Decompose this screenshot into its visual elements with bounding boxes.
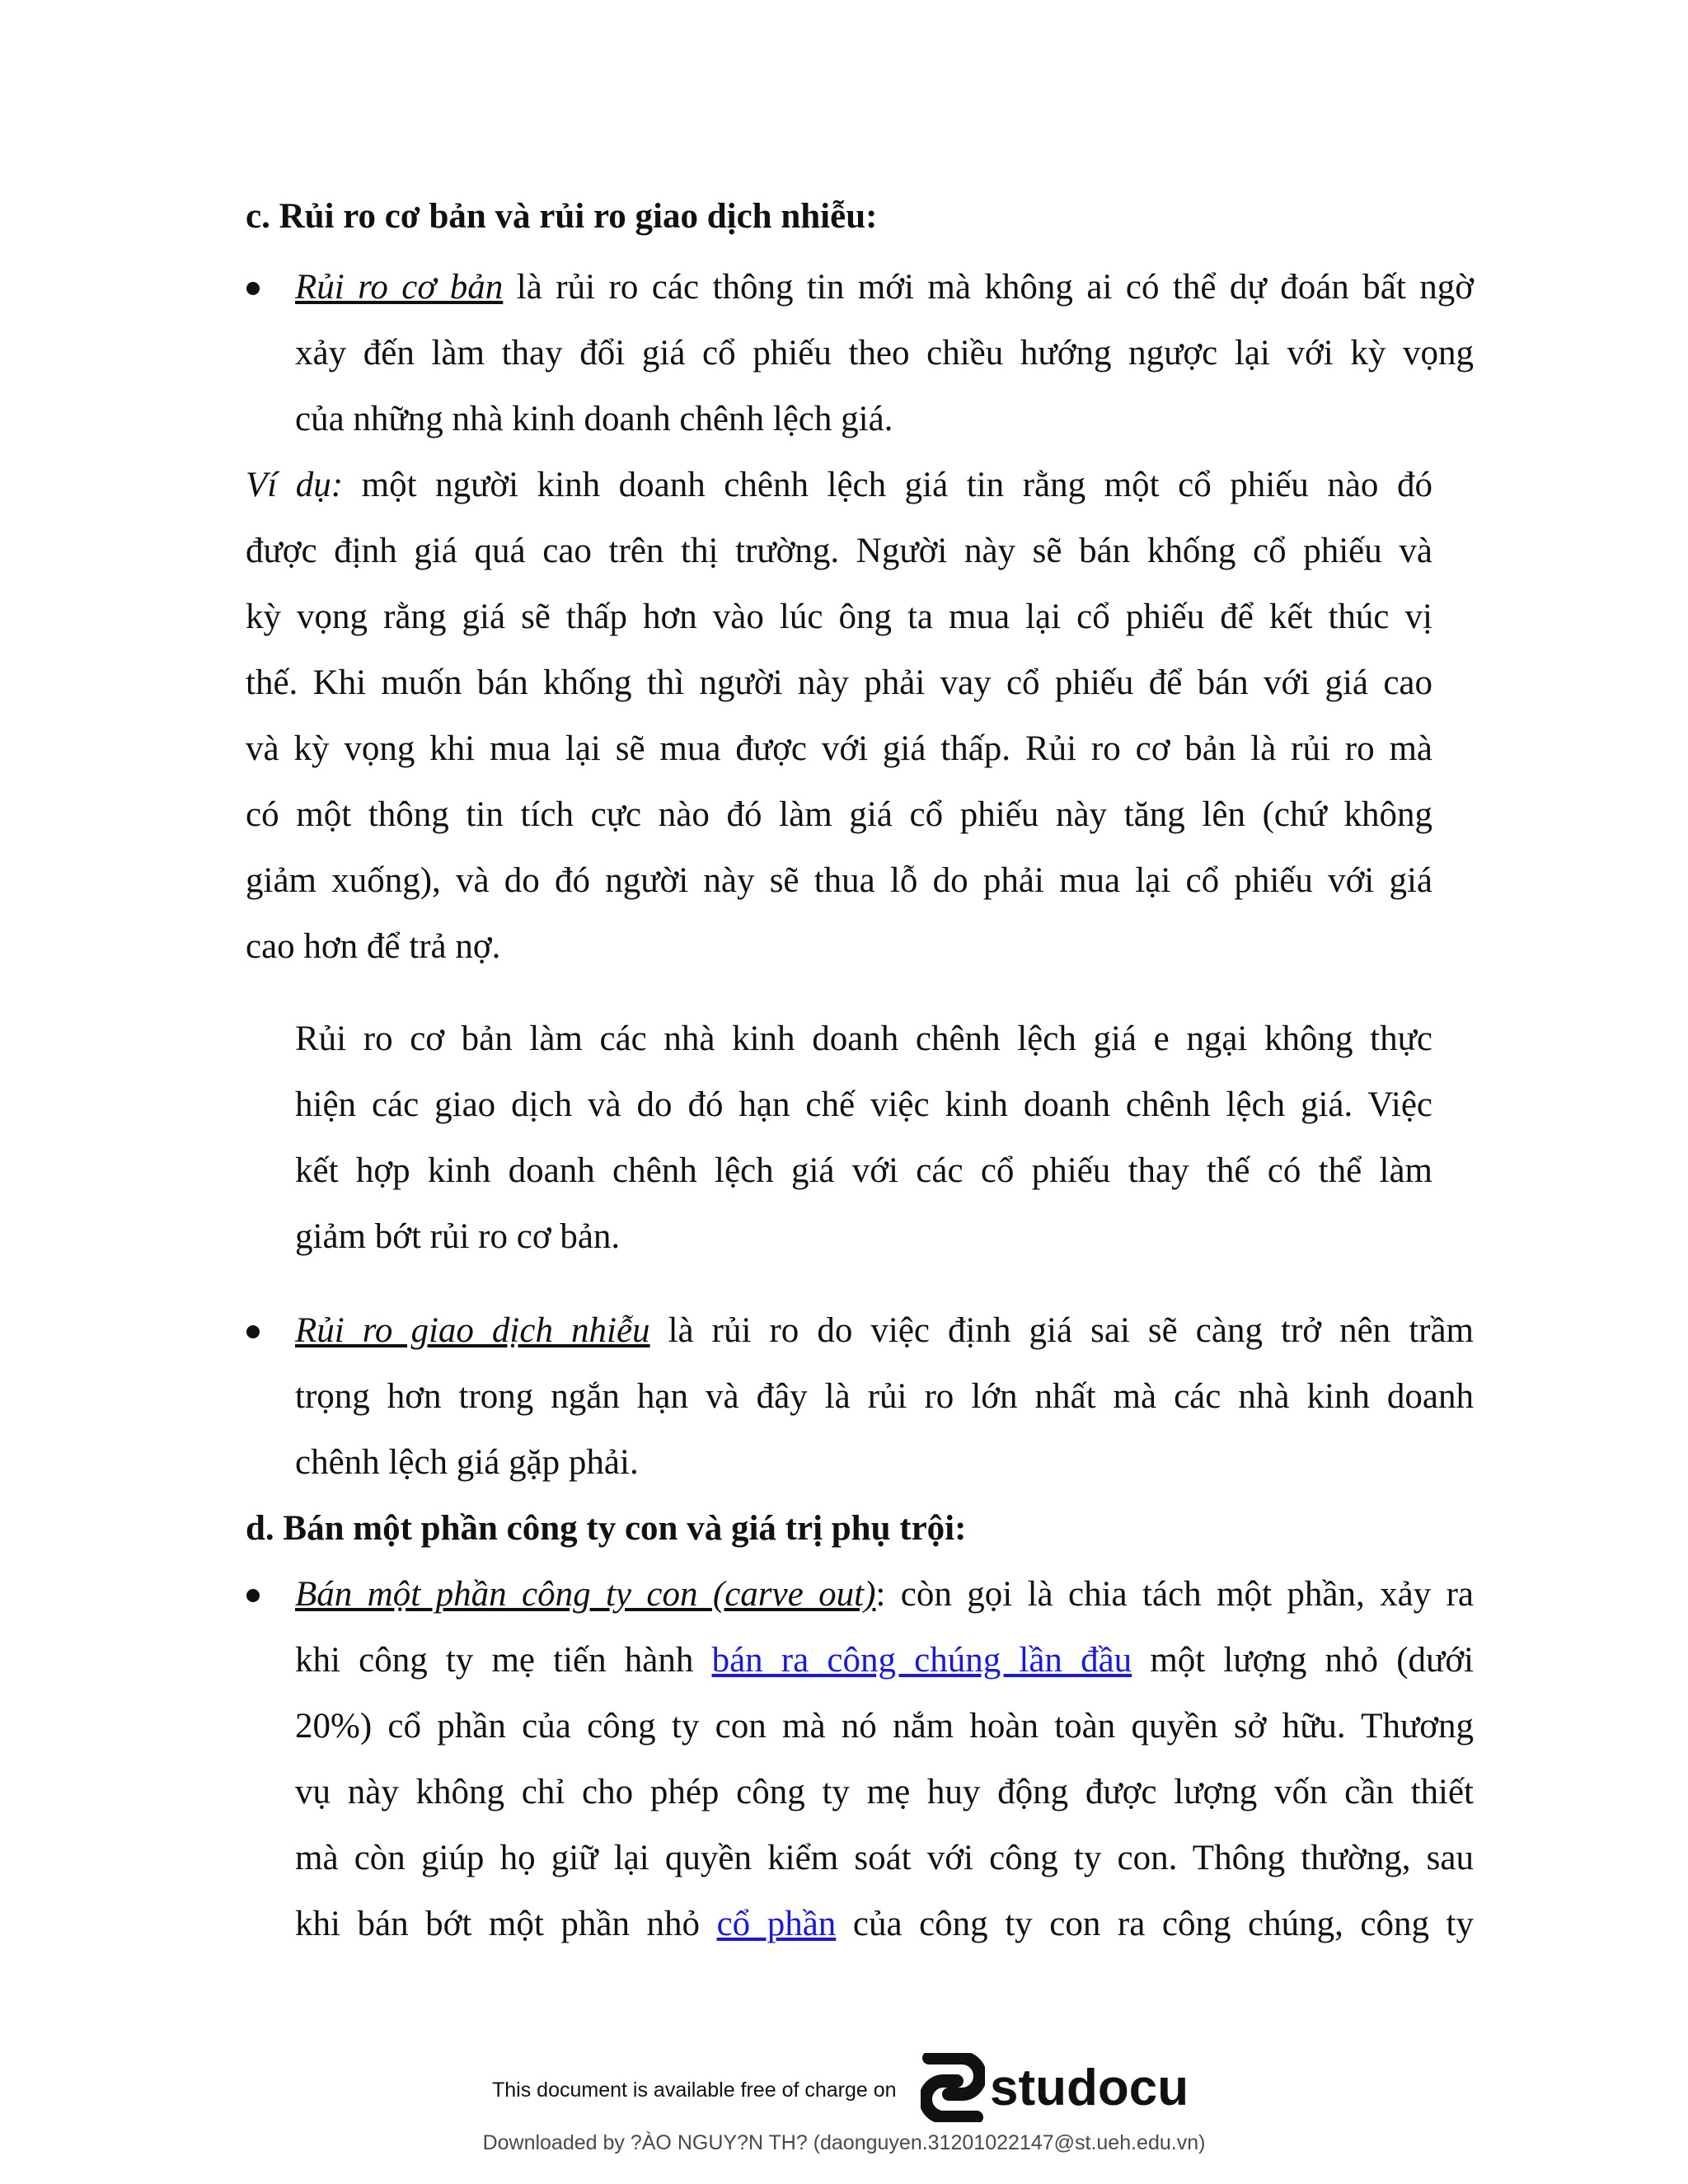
para2-line-3: kết hợp kinh doanh chênh lệch giá với các cổ phiếu thay thế có thể làm — [295, 1151, 1432, 1190]
bullet-carve-out-line-5: mà còn giúp họ giữ lại quyền kiểm soát với công ty con. Thông thường, sau — [295, 1839, 1474, 1877]
bullet-icon — [246, 1325, 260, 1338]
section-heading-c: c. Rủi ro cơ bản và rủi ro giao dịch nhiễu: — [246, 197, 878, 236]
studocu-logo-icon — [921, 2053, 985, 2122]
section-heading-d: d. Bán một phần công ty con và giá trị phụ trội: — [246, 1509, 967, 1548]
example-line-4: thế. Khi muốn bán khống thì người này phải vay cổ phiếu để bán với giá cao — [246, 663, 1432, 702]
bullet-carve-out-line-1 — [295, 1570, 1474, 1619]
studocu-logo[interactable] — [921, 2050, 1189, 2125]
example-label: Ví dụ: — [246, 466, 344, 504]
text-span: là rủi ro do việc định giá sai sẽ càng trở nên trầm — [649, 1311, 1474, 1350]
example-line-1 — [246, 461, 1432, 510]
bullet-carve-out-line-4: vụ này không chỉ cho phép công ty mẹ huy động được lượng vốn cần thiết — [295, 1773, 1474, 1811]
text-span: một người kinh doanh chênh lệch giá tin rằng một cổ phiếu nào đó — [343, 466, 1432, 504]
example-line-6: có một thông tin tích cực nào đó làm giá cổ phiếu này tăng lên (chứ không — [246, 795, 1432, 834]
example-line-5: và kỳ vọng khi mua lại sẽ mua được với giá thấp. Rủi ro cơ bản là rủi ro mà — [246, 729, 1432, 768]
bullet-carve-out-line-6 — [295, 1900, 1474, 1949]
bullet-basic-risk-line-3: của những nhà kinh doanh chênh lệch giá. — [295, 400, 893, 438]
bullet-basic-risk-line-1 — [295, 263, 1474, 312]
ipo-link[interactable]: bán ra công chúng lần đầu — [711, 1641, 1132, 1680]
text-span: của công ty con ra công chúng, công ty — [836, 1905, 1474, 1943]
example-line-2: được định giá quá cao trên thị trường. Người này sẽ bán khống cổ phiếu và — [246, 532, 1432, 570]
bullet-noise-risk-line-3: chênh lệch giá gặp phải. — [295, 1443, 639, 1482]
shares-link[interactable]: cổ phần — [716, 1905, 837, 1943]
text-span: là rủi ro các thông tin mới mà không ai có thể dự đoán bất ngờ — [503, 268, 1474, 307]
example-line-7: giảm xuống), và do đó người này sẽ thua lỗ do phải mua lại cổ phiếu với giá — [246, 861, 1432, 900]
para2-line-2: hiện các giao dịch và do đó hạn chế việc kinh doanh chênh lệch giá. Việc — [295, 1085, 1432, 1124]
bullet-noise-risk-line-2: trọng hơn trong ngắn hạn và đây là rủi ro lớn nhất mà các nhà kinh doanh — [295, 1377, 1474, 1416]
footer-downloaded-by: Downloaded by ?ÀO NGUY?N TH? (daonguyen.31201022147@st.ueh.edu.vn) — [482, 2131, 1206, 2154]
footer-available-text: This document is available free of charge on — [492, 2079, 897, 2102]
para2-line-4: giảm bớt rủi ro cơ bản. — [295, 1217, 621, 1256]
bullet-carve-out-line-2 — [295, 1636, 1474, 1685]
bullet-carve-out-line-3: 20%) cổ phần của công ty con mà nó nắm hoàn toàn quyền sở hữu. Thương — [295, 1707, 1474, 1746]
text-span: khi công ty mẹ tiến hành — [295, 1641, 712, 1680]
example-line-3: kỳ vọng rằng giá sẽ thấp hơn vào lúc ông ta mua lại cổ phiếu để kết thúc vị — [246, 598, 1432, 636]
studocu-wordmark: studocu — [990, 2059, 1189, 2116]
bullet-basic-risk-line-2: xảy đến làm thay đổi giá cổ phiếu theo chiều hướng ngược lại với kỳ vọng — [295, 334, 1474, 373]
bullet-icon — [246, 1589, 260, 1602]
para2-line-1: Rủi ro cơ bản làm các nhà kinh doanh chênh lệch giá e ngại không thực — [295, 1019, 1432, 1058]
example-line-8: cao hơn để trả nợ. — [246, 927, 501, 966]
bullet-icon — [246, 282, 260, 295]
term-basic-risk: Rủi ro cơ bản — [295, 268, 504, 307]
text-span: khi bán bớt một phần nhỏ — [295, 1905, 717, 1943]
bullet-noise-risk-line-1 — [295, 1306, 1474, 1356]
text-span: một lượng nhỏ (dưới — [1132, 1641, 1475, 1680]
term-carve-out: Bán một phần công ty con (carve out) — [295, 1575, 876, 1614]
term-noise-trader-risk: Rủi ro giao dịch nhiễu — [295, 1311, 650, 1350]
text-span: : còn gọi là chia tách một phần, xảy ra — [875, 1575, 1475, 1614]
